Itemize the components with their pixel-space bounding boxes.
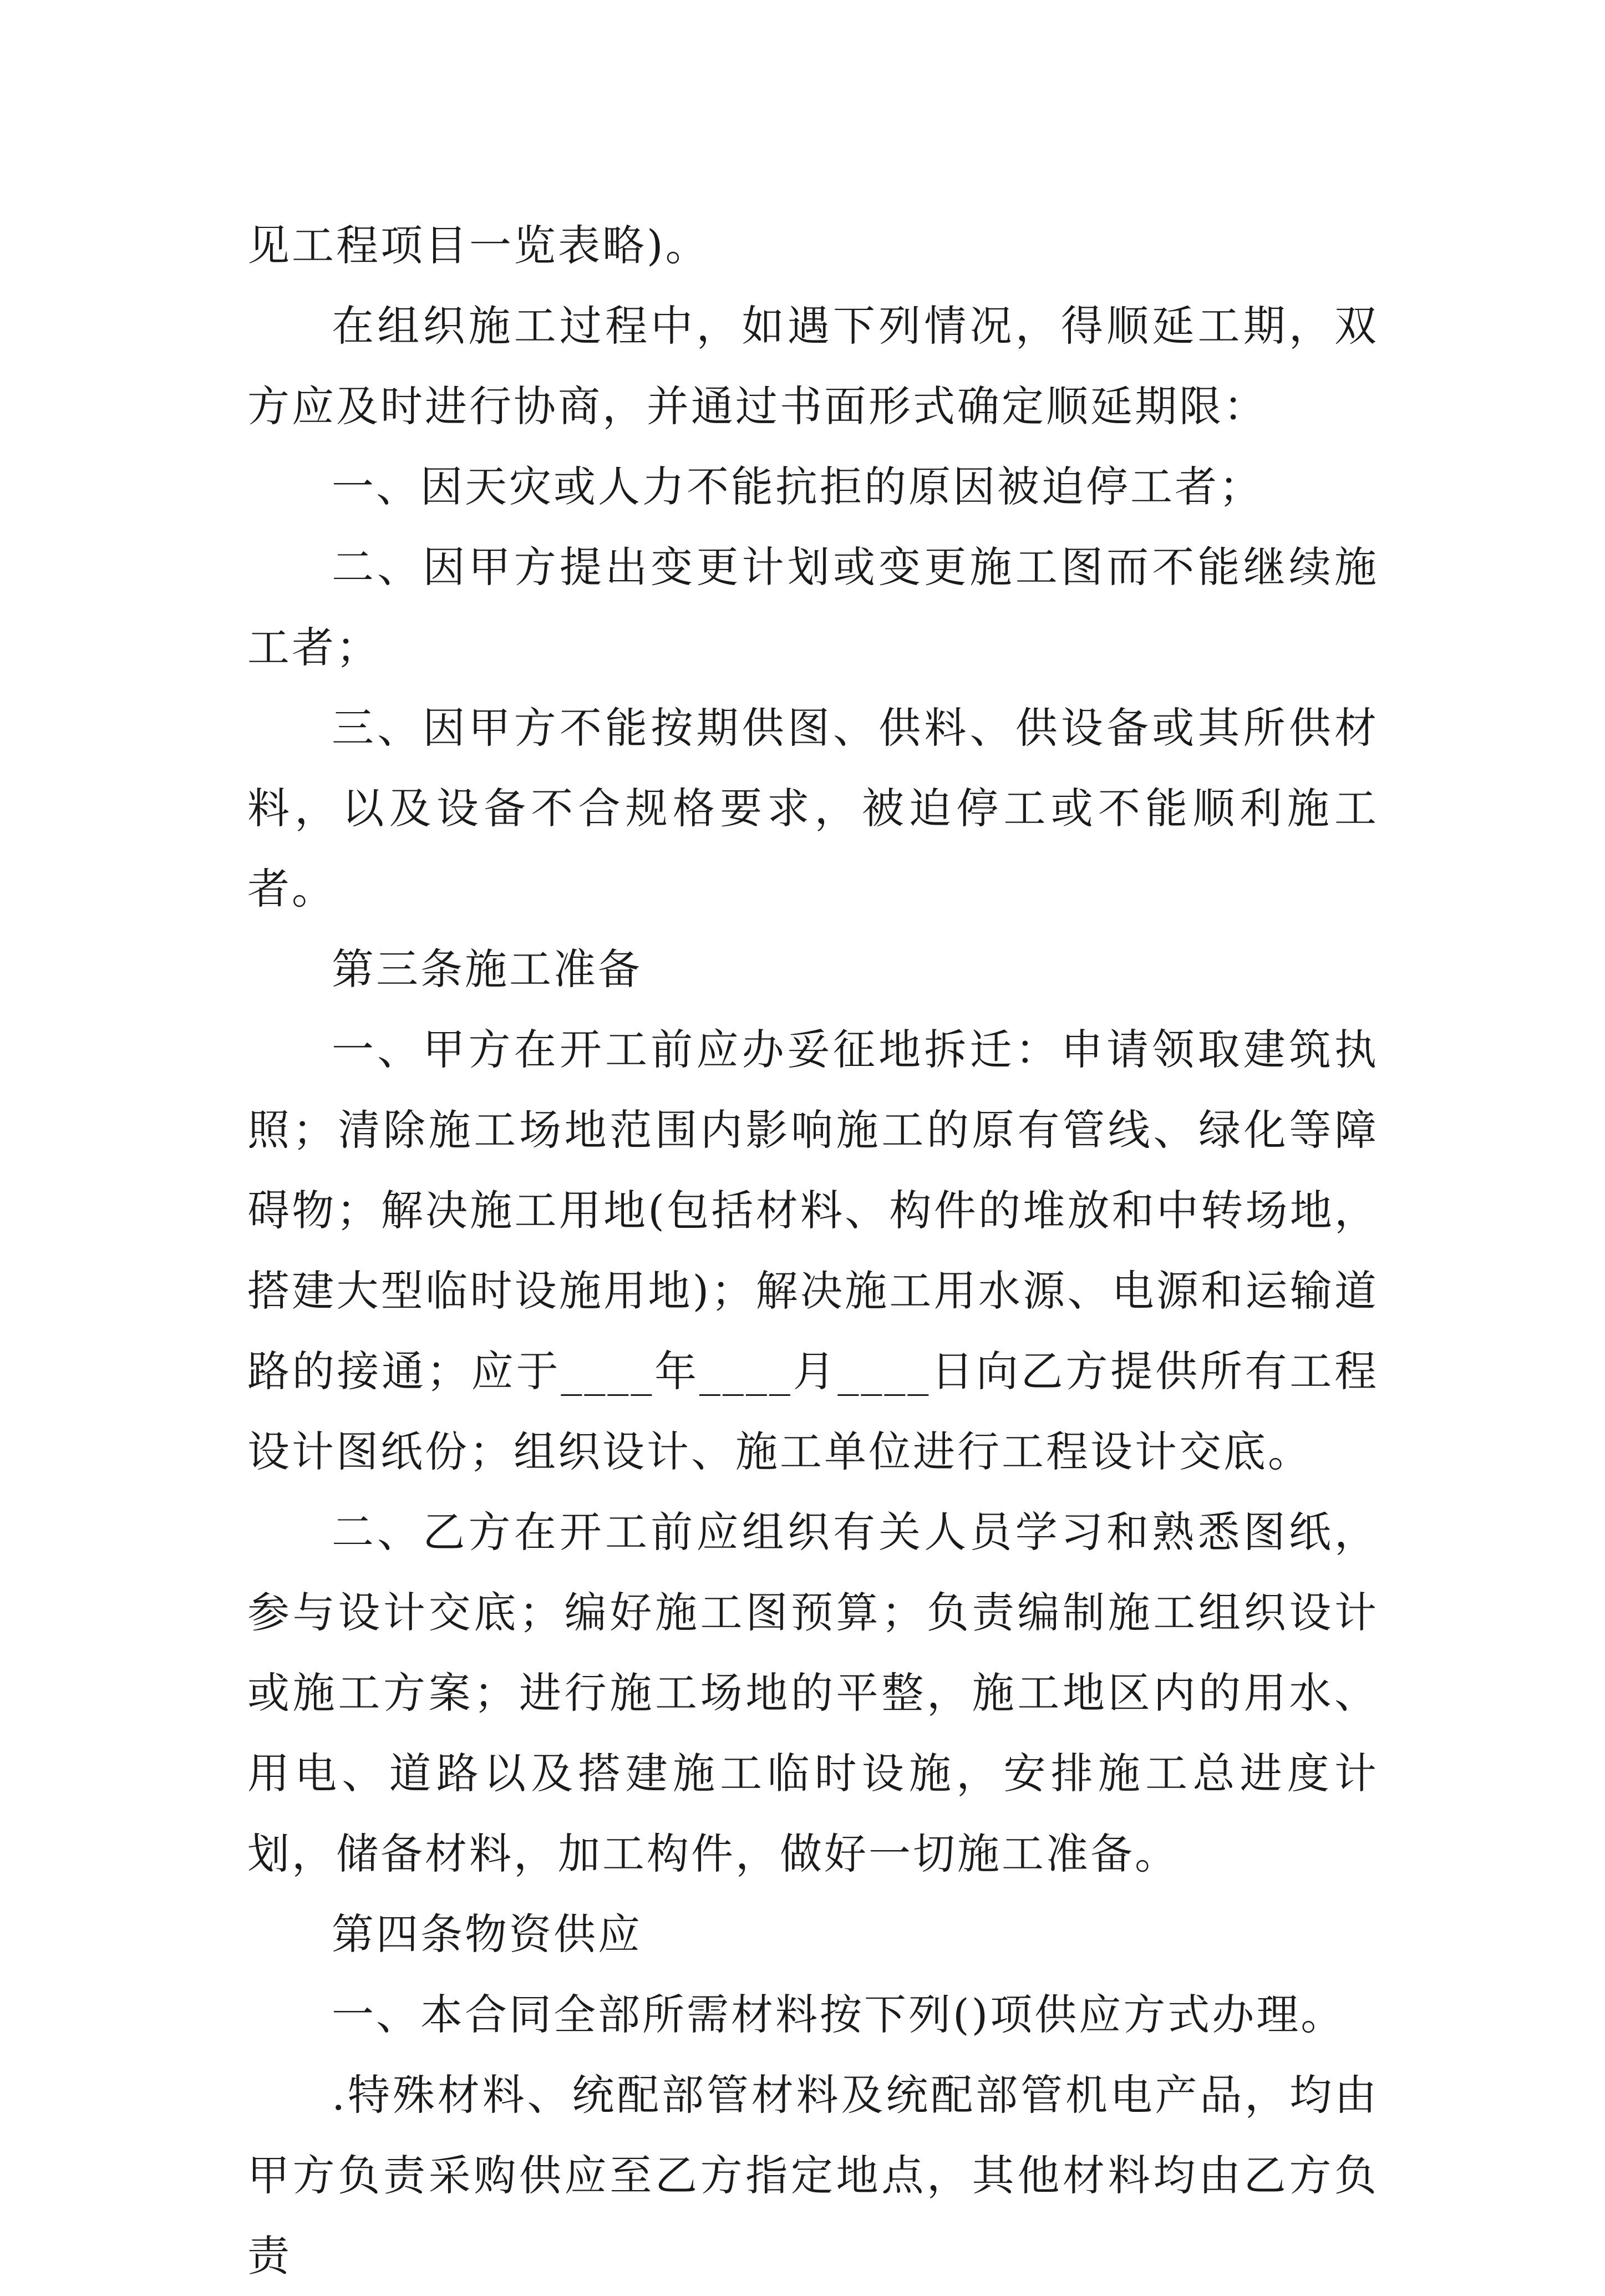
paragraph-special-materials: .特殊材料、统配部管材料及统配部管机电产品，均由甲方负责采购供应至乙方指定地点，其他材料均由乙方负责 xyxy=(247,2070,1379,2280)
paragraph-party-a-prep: 一、甲方在开工前应办妥征地拆迁：申请领取建筑执照；清除施工场地范围内影响施工的原有管线、绿化等障碍物；解决施工用地(包括材料、构件的堆放和中转场地，搭建大型临时设施用地)；解决施工用水源、电源和运输道路的接通；应于____年____月____日向乙方提供所有工程设计图纸份；组织设计、施工单位进行工程设计交底。 xyxy=(247,1025,1379,1476)
paragraph-party-b-prep: 二、乙方在开工前应组织有关人员学习和熟悉图纸，参与设计交底；编好施工图预算；负责编制施工组织设计或施工方案；进行施工场地的平整，施工地区内的用水、用电、道路以及搭建施工临时设施，安排施工总进度计划，储备材料，加工构件，做好一切施工准备。 xyxy=(247,1507,1379,1878)
document-body xyxy=(247,205,1379,2296)
paragraph-plan-change: 二、因甲方提出变更计划或变更施工图而不能继续施工者； xyxy=(247,542,1379,672)
paragraph-supply-delay: 三、因甲方不能按期供图、供料、供设备或其所供材料，以及设备不合规格要求，被迫停工或不能顺利施工者。 xyxy=(247,703,1379,913)
paragraph-force-majeure: 一、因天灾或人力不能抗拒的原因被迫停工者； xyxy=(332,462,1263,511)
paragraph-extension-conditions: 在组织施工过程中，如遇下列情况，得顺延工期，双方应及时进行协商，并通过书面形式确定顺延期限： xyxy=(247,301,1379,431)
paragraph-supply-method: 一、本合同全部所需材料按下列()项供应方式办理。 xyxy=(332,1990,1345,2039)
section-heading-construction-prep: 第三条施工准备 xyxy=(332,944,642,994)
paragraph-project-list-note: 见工程项目一览表略)。 xyxy=(247,221,710,270)
section-heading-material-supply: 第四条物资供应 xyxy=(332,1909,642,1959)
